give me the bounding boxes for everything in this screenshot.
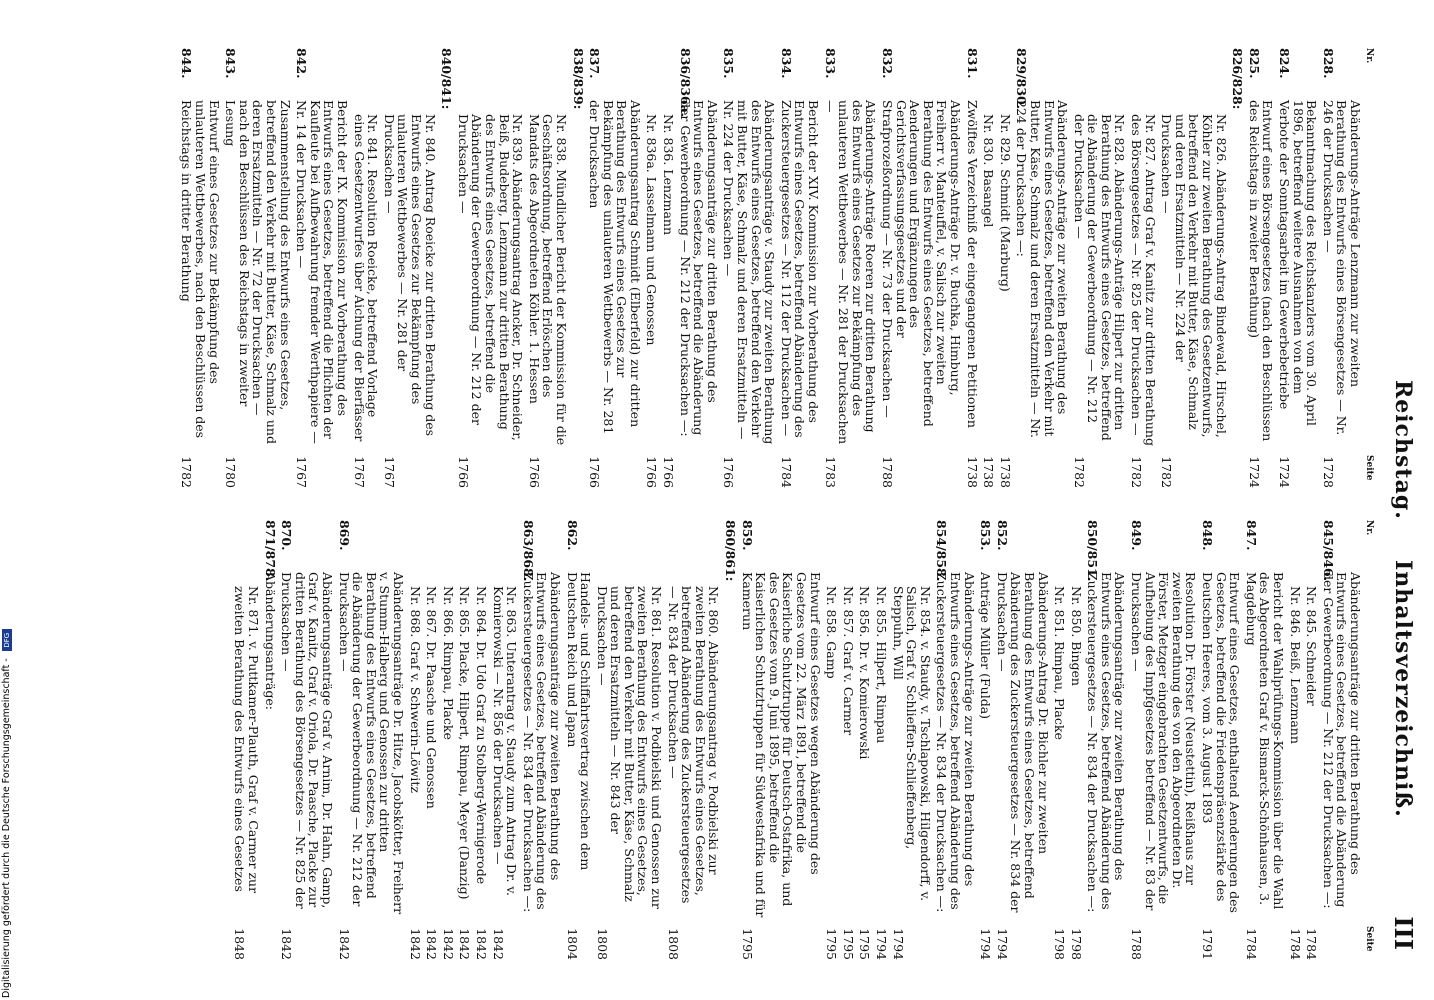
entry-title: Nr. 827. Antrag Graf v. Kanitz zur dritten Berathung des Börsengesetzes — Nr. 825 der Drucksachen — xyxy=(1129,114,1158,446)
toc-entry xyxy=(858,520,872,960)
entry-title: Nr. 855. Hilpert, Rimpau xyxy=(874,586,889,744)
toc-entry xyxy=(880,48,962,488)
entry-number: 870. xyxy=(279,520,295,551)
toc-entry xyxy=(491,520,518,960)
toc-entry xyxy=(678,48,719,488)
right-column xyxy=(230,520,1362,960)
entry-number: 831. xyxy=(964,48,980,79)
entry-number: 824. xyxy=(1277,48,1293,79)
toc-entry xyxy=(1277,48,1318,488)
entry-title: Nr. 854. v. Staudy, v. Tschlapowski, Hilgendorff, v. Salisch, Graf v. Schlieffen-Schlieffenberg, Steppuhn, Will xyxy=(890,586,933,902)
entry-title: Nr. 830. Basangel xyxy=(981,114,997,228)
page-number: III xyxy=(1389,916,1418,950)
dfg-logo: DFG xyxy=(2,629,12,651)
entry-number: 840/841: xyxy=(439,48,455,110)
entry-title: Nr. 868. Graf v. Schwerin-Löwitz xyxy=(407,586,423,793)
toc-entry xyxy=(1200,520,1241,960)
entry-title: Nr. 856. Dr. v. Komierowski xyxy=(857,586,873,760)
left-nr-label: Nr. xyxy=(1364,48,1374,64)
entry-page: 1848 xyxy=(232,928,248,960)
page-header xyxy=(1382,40,1426,960)
toc-entry xyxy=(723,520,737,960)
entry-page: 1783 xyxy=(822,456,838,488)
entry-title: Abänderungs-Antrag Dr. Bichler zur zweiten Berathung des Entwurfs eines Gesetzes, betreffend Abänderung des Zuckersteuergesetzes — Nr. 834 der Drucksachen — xyxy=(994,572,1051,913)
toc-entry xyxy=(891,520,932,960)
entry-page: 1784 xyxy=(1287,928,1303,960)
toc-entry xyxy=(337,520,405,960)
entry-number: 842. xyxy=(294,48,310,79)
right-seite-label: Seite xyxy=(1364,926,1374,952)
entry-page: 1808 xyxy=(594,928,610,960)
entry-title: Anträge Müller (Fulda) xyxy=(978,572,994,720)
entry-number: 836/836a. xyxy=(677,48,693,118)
toc-entry xyxy=(1069,520,1083,960)
entry-page: 1795 xyxy=(739,928,755,960)
toc-entry xyxy=(1053,520,1067,960)
entry-title: Nr. 841. Resolution Roeicke, betreffend Vorlage eines Gesetzentwurfes über Aichung der Bierfässer xyxy=(351,114,381,442)
entry-title: Nr. 838. Mündlicher Bericht der Kommission für die Geschäftsordnung, betreffend Erlöschen des Mandats des Abgeordneten Köhler. 1. Hessen xyxy=(526,114,569,446)
toc-entry xyxy=(1015,48,1069,488)
entry-page: 1766 xyxy=(644,456,660,488)
entry-page: 1738 xyxy=(981,456,997,488)
entry-title: Abänderungsanträge Dr. Hitze, Jacobskötter, Freiherr v. Stumm-Halberg und Genossen zur dritten Berathung des Entwurfs eines Gesetzes, betreffend die Abänderung der Gewerbeordnung — Nr. 212 der Drucksachen — xyxy=(336,572,406,915)
entry-number: 845/846. xyxy=(1320,520,1336,582)
entry-page: 1766 xyxy=(661,456,677,488)
entry-title: Entwurf eines Gesetzes, enthaltend Aenderungen des Gesetzes, betreffend die Friedenspräsenzstärke des Deutschen Heeres, vom 3. August 1893 xyxy=(1200,572,1243,913)
entry-page: 1842 xyxy=(473,928,489,960)
entry-page: 1808 xyxy=(665,928,681,960)
entry-page: 1842 xyxy=(440,928,456,960)
toc-entry xyxy=(224,48,292,488)
entry-title: Nr. 858. Gamp xyxy=(824,586,840,679)
entry-page: 1782 xyxy=(1159,456,1175,488)
entry-number: 832. xyxy=(880,48,895,79)
toc-entry xyxy=(1247,48,1274,488)
entry-title: Zusammenstellung des Entwurfs eines Gesetzes, betreffend den Verkehr mit Butter, Käse, Schmalz und deren Ersatzmitteln — Nr. 72 der Drucksachen — nach den Beschlüssen des Reichstags in zweiter Lesung xyxy=(223,100,293,444)
entry-title: Nr. 866. Rimpau, Placke xyxy=(440,586,456,740)
entry-page: 1784 xyxy=(1243,928,1259,960)
toc-entry xyxy=(352,48,379,488)
entry-title: Bericht der XIV. Kommission zur Vorberathung des Entwurfs eines Gesetzes, betreffend Abänderung des Zuckersteuergesetzes — Nr. 112 der Drucksachen — xyxy=(778,100,822,438)
entry-title: Abänderungsantrag Schmidt (Elberfeld) zur dritten Berathung des Entwurfs eines Gesetzes zur Bekämpfung des unlauteren Wettbewerbs — Nr. 281 der Drucksachen xyxy=(587,100,643,435)
toc-entry xyxy=(527,48,568,488)
entry-number: 829/830. xyxy=(1014,48,1030,110)
header-right-title: Inhaltsverzeichniß. xyxy=(1390,560,1416,818)
entry-page: 1738 xyxy=(964,456,980,488)
toc-entry xyxy=(565,520,592,960)
entry-page: 1782 xyxy=(1129,456,1145,488)
toc-entry xyxy=(779,48,820,488)
entry-title: Zwölftes Verzeichniß der eingegangenen Petitionen xyxy=(964,100,980,428)
entry-page: 1724 xyxy=(1246,456,1262,488)
entry-number: 838/839: xyxy=(570,48,586,110)
entry-number: 825. xyxy=(1246,48,1262,79)
entry-number: 849. xyxy=(1129,520,1145,551)
right-nr-label: Nr. xyxy=(1364,520,1374,536)
entry-page: 1766 xyxy=(587,456,603,488)
entry-number: 848. xyxy=(1200,520,1216,551)
entry-title: Nr. 860. Abänderungsantrag v. Podbielski zur zweiten Berathung des Entwurfs eines Gesetzes, betreffend Abänderung des Zuckersteuergesetzes — Nr. 834 der Drucksachen — xyxy=(665,586,722,904)
entry-page: 1795 xyxy=(857,928,873,960)
toc-entry xyxy=(382,48,436,488)
entry-number: 833. xyxy=(822,48,838,79)
left-seite-label: Seite xyxy=(1364,455,1374,481)
toc-entry xyxy=(595,520,663,960)
footer-text: Digitalisierung gefördert durch die Deutsche Forschungsgemeinschaft - xyxy=(1,658,12,998)
entry-page: 1794 xyxy=(874,928,889,960)
toc-entry xyxy=(874,520,888,960)
entry-page: 1782 xyxy=(1071,456,1087,488)
entry-title: Abänderungsanträge: xyxy=(262,572,278,710)
entry-page: 1724 xyxy=(1277,456,1293,488)
entry-title: Nr. 845. Schneider xyxy=(1304,586,1320,706)
toc-entry xyxy=(233,520,260,960)
entry-title: Abänderungs-Anträge Dr. v. Buchka, Himburg, Freiherr v. Manteuffel, v. Salisch zur zweiten Berathung des Entwurfs eines Gesetzes, betreffend Aenderungen und Ergänzungen des Gerichtsverfassungsgesetzes und der Strafprozeßordnung — Nr. 73 der Drucksachen — xyxy=(880,100,963,427)
left-column xyxy=(177,48,1362,488)
entry-number: 853. xyxy=(978,520,994,551)
entry-number: 835. xyxy=(721,48,737,79)
toc-entry xyxy=(1321,48,1362,488)
entry-page: 1842 xyxy=(424,928,440,960)
toc-entry xyxy=(1288,520,1302,960)
toc-entry xyxy=(440,48,454,488)
entry-title: Nr. 865. Placke, Hilpert, Rimpau, Meyer (Danzig) xyxy=(457,586,473,900)
entry-number: 852. xyxy=(994,520,1010,551)
entry-page: 1798 xyxy=(1068,928,1084,960)
toc-entry xyxy=(740,520,822,960)
toc-entry xyxy=(280,520,334,960)
entry-number: 847. xyxy=(1243,520,1259,551)
entry-title: Nr. 864. Dr. Udo Graf zu Stolberg-Wernigerode xyxy=(473,586,489,885)
toc-entry xyxy=(982,48,996,488)
toc-entry xyxy=(1072,48,1126,488)
toc-entry xyxy=(474,520,488,960)
entry-page: 1780 xyxy=(223,456,239,488)
entry-number: 860/861: xyxy=(723,520,739,582)
entry-number: 844. xyxy=(179,48,195,79)
header-left-title: Reichstag. xyxy=(1390,380,1416,520)
toc-entry xyxy=(823,48,877,488)
entry-title: Abänderungsanträge zur zweiten Berathung des Entwurfs eines Gesetzes, betreffend Abänderung des Zuckersteuergesetzes — Nr. 834 der Drucksachen —: xyxy=(1085,572,1128,913)
entry-page: 1795 xyxy=(840,928,856,960)
toc-entry xyxy=(979,520,993,960)
page-footer xyxy=(1,629,12,998)
entry-title: Nr. 839. Abänderungsantrag Ancker, Dr. Schneider, Beiß, Budeberg, Lenzmann zur dritten Berathung des Entwurfs eines Gesetzes, betreffend die Abänderung der Gewerbeordnung — Nr. 212 der Drucksachen — xyxy=(455,114,526,441)
entry-title: Nr. 836a. Lasselmann und Genossen xyxy=(644,114,660,346)
entry-page: 1842 xyxy=(336,928,352,960)
entry-page: 1842 xyxy=(490,928,506,960)
entry-page: 1794 xyxy=(978,928,994,960)
entry-page: 1767 xyxy=(294,456,310,488)
toc-entry xyxy=(841,520,855,960)
entry-page: 1766 xyxy=(455,456,471,488)
toc-entry xyxy=(1321,520,1362,960)
entry-title: Entwurf eines Börsengesetzes (nach den Beschlüssen des Reichstags in zweiter Berathung) xyxy=(1246,100,1276,442)
entry-page: 1795 xyxy=(824,928,840,960)
entry-number: 871/878. xyxy=(262,520,278,582)
entry-title: Nr. 851. Rimpau, Placke xyxy=(1052,586,1068,740)
entry-number: 862. xyxy=(564,520,580,551)
toc-entry xyxy=(1244,520,1285,960)
entry-page: 1798 xyxy=(1052,928,1068,960)
entry-title: Entwurf eines Gesetzes wegen Abänderung des Gesetzes vom 22. März 1891, betreffend die Kaiserliche Schutztruppe für Deutsch-Ostafrika, und des Gesetzes vom 9. Juni 1895, betreffend die Kaiserlichen Schutztruppen für Südwestafrika und für Kamerun xyxy=(739,572,823,918)
toc-entry xyxy=(1130,520,1198,960)
toc-entry xyxy=(408,520,422,960)
entry-page: 1782 xyxy=(179,456,195,488)
entry-title: Abänderungsanträge zur dritten Berathung des Entwurfs eines Gesetzes, betreffend die Abänderung der Gewerbeordnung — Nr. 212 der Drucksachen —: xyxy=(677,100,720,437)
entry-title: Abänderungsanträge zur dritten Berathung des Entwurfs eines Gesetzes, betreffend die Abänderung der Gewerbeordnung — Nr. 212 der Drucksachen —: xyxy=(1320,572,1363,909)
entry-title: Resolution Dr. Förster (Neustettin), Reißhaus zur zweiten Berathung des von den Abgeordneten Dr. Förster, Metzger eingebrachten Gesetzentwurfs, die Aufhebung des Impfgesetzes betreffend — Nr. 83 der Drucksachen — xyxy=(1129,572,1199,911)
entry-title: Abänderungs-Anträge Lenzmann zur zweiten Berathung des Entwurfs eines Börsengesetzes — Nr. 246 der Drucksachen — xyxy=(1320,100,1363,436)
toc-entry xyxy=(295,48,349,488)
entry-page: 1842 xyxy=(457,928,473,960)
entry-page: 1738 xyxy=(997,456,1013,488)
entry-number: 837. xyxy=(587,48,603,79)
entry-title: Nr. 846. Beiß, Lenzmann xyxy=(1287,586,1303,744)
entry-title: Nr. 861. Resolution v. Podbielski und Genossen zur zweiten Berathung des Entwurfs eines Gesetzes, betreffend den Verkehr mit Butter, Käse, Schmalz und deren Ersatzmitteln — Nr. 843 der Drucksachen — xyxy=(594,586,665,909)
toc-entry xyxy=(456,48,524,488)
entry-number: 828. xyxy=(1320,48,1336,79)
toc-entry xyxy=(180,48,221,488)
entry-page: 1767 xyxy=(351,456,367,488)
toc-entry xyxy=(1305,520,1319,960)
toc-entry xyxy=(1160,48,1228,488)
entry-title: Nr. 840. Antrag Roeicke zur dritten Berathung des Entwurfs eines Gesetzes zur Bekämpfung des unlauteren Wettbewerbes — Nr. 281 der Drucksachen — xyxy=(381,114,438,437)
entry-number: 850/851. xyxy=(1085,520,1101,582)
entry-title: Abänderungs-Anträge zur zweiten Berathung des Entwurfs eines Gesetzes, betreffend Abänderung des Zuckersteuergesetzes — Nr. 834 der Drucksachen —: xyxy=(934,572,977,913)
entry-title: Nr. 867. Dr. Paasche und Genossen xyxy=(424,586,440,809)
entry-title: Nr. 836. Lenzmann xyxy=(661,114,677,236)
entry-title: Abänderungsanträge zur zweiten Berathung des Entwurfs eines Gesetzes, betreffend Abänderung des Zuckersteuergesetzes — Nr. 834 der Drucksachen —: xyxy=(520,572,563,913)
entry-title: Abänderungs-Anträge Roeren zur dritten Berathung des Entwurfs eines Gesetzes zur Bekämpfung des unlauteren Wettbewerbes — Nr. 281 der Drucksachen — xyxy=(822,100,879,445)
entry-page: 1794 xyxy=(994,928,1010,960)
toc-entry xyxy=(458,520,472,960)
entry-page: 1842 xyxy=(407,928,423,960)
entry-title: Nr. 863. Unterantrag v. Staudy zum Antrag Dr. v. Komierowski — Nr. 856 der Drucksachen — xyxy=(490,586,520,896)
entry-number: 843. xyxy=(223,48,239,79)
entry-page: 1788 xyxy=(880,456,895,488)
toc-entry xyxy=(521,520,562,960)
entry-number: 854/858. xyxy=(934,520,950,582)
toc-entry xyxy=(645,48,659,488)
entry-page: 1794 xyxy=(890,928,906,960)
toc-entry xyxy=(722,48,776,488)
entry-title: Abänderungsanträge Graf v. Arnim, Dr. Hahn, Gamp, Graf v. Kanitz, Graf v. Oriola, Dr. Paasche, Placke zur dritten Berathung des Börsengesetzes — Nr. 825 der Drucksachen — xyxy=(279,572,336,909)
entry-page: 1842 xyxy=(279,928,295,960)
entry-title: Nr. 850. Bingen xyxy=(1068,586,1084,686)
entry-page: 1804 xyxy=(564,928,580,960)
toc-entry xyxy=(965,48,979,488)
toc-entry xyxy=(1130,48,1157,488)
entry-title: Entwurf eines Gesetzes zur Bekämpfung des unlauteren Wettbewerbes, nach den Beschlüssen des Reichstags in dritter Berathung xyxy=(179,100,222,439)
entry-title: Nr. 871. v. Puttkamer-Plauth, Graf v. Carmer zur zweiten Berathung des Entwurfs eines Gesetzes xyxy=(232,586,262,894)
entry-title: Bekanntmachung des Reichskanzlers vom 30. April 1896, betreffend weitere Ausnahmen von dem Verbote der Sonntagsarbeit im Gewerbebetriebe xyxy=(1277,100,1320,426)
entry-title: Nr. 828. Abänderungs-Anträge Hilpert zur dritten Berathung des Entwurfs eines Gesetzes, betreffend die Abänderung der Gewerbeordnung — Nr. 212 der Drucksachen — xyxy=(1071,114,1128,441)
toc-entry xyxy=(825,520,839,960)
toc-entry xyxy=(1086,520,1127,960)
entry-title: Abänderungsanträge v. Staudy zur zweiten Berathung des Entwurfs eines Gesetzes, betreffend den Verkehr mit Butter, Käse, Schmalz und deren Ersatzmitteln — Nr. 224 der Drucksachen — xyxy=(721,100,778,445)
toc-entry xyxy=(571,48,585,488)
entry-number: 826/828: xyxy=(1230,48,1246,110)
toc-entry xyxy=(441,520,455,960)
entry-title: Bericht der IX. Kommission zur Vorberathung des Entwurfs eines Gesetzes, betreffend die Pflichten der Kaufleute bei Aufbewahrung fremder Werthpapiere — Nr. 14 der Drucksachen — xyxy=(294,100,351,444)
toc-entry xyxy=(588,48,642,488)
entry-page: 1766 xyxy=(526,456,542,488)
entry-page: 1784 xyxy=(778,456,794,488)
entry-title: Nr. 857. Graf v. Carmer xyxy=(840,586,856,736)
entry-title: Handels- und Schiffahrtsvertrag zwischen dem Deutschen Reich und Japan xyxy=(564,572,594,871)
toc-entry xyxy=(995,520,1049,960)
entry-page: 1766 xyxy=(721,456,737,488)
toc-entry xyxy=(263,520,277,960)
entry-title: Abänderungs-Anträge zur zweiten Berathung des Entwurfs eines Gesetzes, betreffend den Verkehr mit Butter, Käse, Schmalz und deren Ersatzmitteln — Nr. 224 der Drucksachen —: xyxy=(1014,100,1071,439)
entry-number: 834. xyxy=(778,48,794,79)
entry-title: Nr. 829. Schmidt (Marburg) xyxy=(997,114,1013,292)
toc-entry xyxy=(666,520,720,960)
entry-number: 863/868. xyxy=(520,520,536,582)
entry-page: 1728 xyxy=(1320,456,1336,488)
entry-page: 1767 xyxy=(381,456,397,488)
entry-page: 1791 xyxy=(1200,928,1216,960)
toc-entry xyxy=(425,520,439,960)
toc-entry xyxy=(1231,48,1245,488)
entry-number: 859. xyxy=(739,520,755,551)
toc-entry xyxy=(662,48,676,488)
entry-page: 1788 xyxy=(1129,928,1145,960)
entry-number: 869. xyxy=(336,520,352,551)
entry-page: 1784 xyxy=(1304,928,1320,960)
toc-entry xyxy=(998,48,1012,488)
toc-entry xyxy=(935,520,976,960)
entry-title: Nr. 826. Abänderungs-Antrag Bindewald, Hirschel, Köhler zur zweiten Berathung des Gesetzentwurfs, betreffend den Verkehr mit Butter, Käse, Schmalz und deren Ersatzmitteln — Nr. 224 der Drucksachen — xyxy=(1159,114,1229,438)
entry-title: Bericht der Wahlprüfungs-Kommission über die Wahl des Abgeordneten Graf v. Bismarck-Schönhausen, 3. Magdeburg xyxy=(1243,572,1287,910)
